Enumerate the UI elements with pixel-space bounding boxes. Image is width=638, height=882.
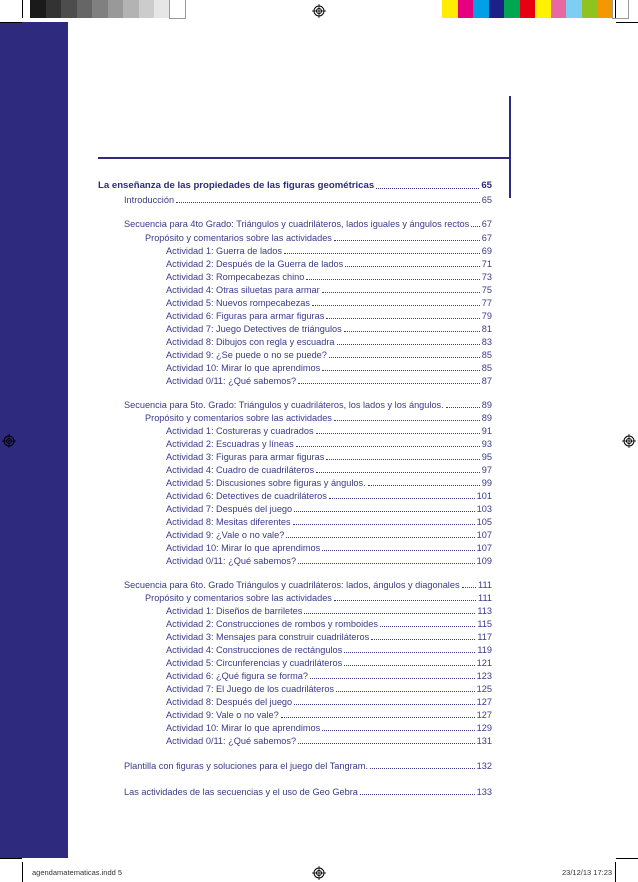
toc-entry-text: Actividad 5: Nuevos rompecabezas (166, 298, 311, 308)
toc-leader (176, 202, 480, 203)
trim-mark (22, 0, 23, 18)
toc-leader (284, 253, 480, 254)
toc-entry-page: 107 (476, 543, 492, 553)
toc-entry[interactable] (166, 375, 492, 387)
toc-entry-text: Actividad 5: Circunferencias y cuadriláteros (166, 658, 343, 668)
toc-entry-text: Actividad 0/11: ¿Qué sabemos? (166, 556, 297, 566)
toc-entry-page: 105 (476, 517, 492, 527)
toc-entry[interactable] (166, 631, 492, 643)
toc-entry-page: 111 (478, 593, 492, 603)
toc-entry[interactable] (166, 438, 492, 450)
toc-entry[interactable] (166, 516, 492, 528)
toc-leader (334, 420, 480, 421)
toc-entry-page: 97 (481, 465, 492, 475)
toc-entry[interactable] (124, 786, 492, 798)
toc-leader (334, 240, 480, 241)
toc-entry[interactable] (166, 644, 492, 656)
toc-entry-page: 93 (481, 439, 492, 449)
toc-leader (380, 626, 475, 627)
toc-entry-text: Actividad 10: Mirar lo que aprendimos (166, 543, 321, 553)
gray-swatch (30, 0, 46, 18)
toc-entry[interactable] (166, 722, 492, 734)
toc-entry-page: 111 (478, 580, 492, 590)
toc-leader (371, 639, 475, 640)
toc-leader (316, 433, 480, 434)
toc-entry-page: 89 (481, 400, 492, 410)
toc-leader (368, 485, 480, 486)
toc-leader (304, 613, 475, 614)
toc-leader (462, 587, 476, 588)
toc-entry-page: 119 (477, 645, 492, 655)
toc-entry[interactable] (166, 297, 492, 309)
toc-entry[interactable] (166, 258, 492, 270)
toc-leader (281, 717, 475, 718)
toc-entry[interactable] (166, 670, 492, 682)
toc-leader (306, 279, 479, 280)
color-swatch (582, 0, 598, 18)
toc-leader (322, 292, 480, 293)
toc-entry-text: Actividad 6: Detectives de cuadriláteros (166, 491, 327, 501)
toc-leader (344, 665, 474, 666)
toc-leader (344, 331, 480, 332)
toc-entry-text: Actividad 2: Construcciones de rombos y romboides (166, 619, 378, 629)
toc-entry-text: Actividad 4: Construcciones de rectángulos (166, 645, 343, 655)
gray-swatch (123, 0, 139, 18)
toc-entry[interactable] (166, 271, 492, 283)
toc-entry-text: Actividad 7: Juego Detectives de triángulos (166, 324, 342, 334)
toc-entry-page: 71 (481, 259, 492, 269)
toc-entry[interactable] (166, 709, 492, 721)
toc-entry[interactable] (166, 451, 492, 463)
toc-leader (322, 370, 480, 371)
toc-entry[interactable] (166, 555, 492, 567)
toc-entry-text: Actividad 1: Diseños de barriletes (166, 606, 303, 616)
color-swatch (520, 0, 536, 18)
toc-leader (310, 678, 475, 679)
trim-mark (615, 0, 616, 18)
toc-entry-text: Actividad 4: Cuadro de cuadriláteros (166, 465, 315, 475)
toc-entry-page: 87 (481, 376, 492, 386)
toc-entry-text: Las actividades de las secuencias y el uso de Geo Gebra (124, 787, 358, 797)
footer-datetime: 23/12/13 17:23 (562, 868, 613, 877)
trim-mark (615, 862, 616, 882)
toc-entry-text: Actividad 0/11: ¿Qué sabemos? (166, 736, 297, 746)
toc-entry-text: Actividad 9: Vale o no vale? (166, 710, 279, 720)
toc-entry-page: 127 (476, 710, 492, 720)
toc-entry-text: Plantilla con figuras y soluciones para el juego del Tangram. (124, 761, 368, 771)
toc-entry[interactable] (166, 323, 492, 335)
toc-entry-page: 129 (476, 723, 492, 733)
toc-entry-page: 125 (476, 684, 492, 694)
toc-entry-page: 75 (481, 285, 492, 295)
toc-entry-page: 107 (476, 530, 492, 540)
vertical-rule (509, 96, 511, 198)
toc-entry-text: Actividad 0/11: ¿Qué sabemos? (166, 376, 297, 386)
gray-swatch (139, 0, 155, 18)
toc-leader (286, 537, 474, 538)
toc-entry[interactable] (124, 760, 492, 772)
gray-swatch (92, 0, 108, 18)
toc-title-text: La enseñanza de las propiedades de las figuras geométricas (98, 180, 375, 191)
toc-entry-text: Propósito y comentarios sobre las actividades (145, 413, 332, 423)
gray-swatch (108, 0, 124, 18)
toc-entry[interactable] (124, 194, 492, 206)
registration-mark-icon (312, 866, 326, 880)
toc-entry-text: Actividad 3: Rompecabezas chino (166, 272, 305, 282)
toc-entry-page: 67 (481, 233, 492, 243)
toc-entry[interactable] (166, 529, 492, 541)
toc-entry-page: 91 (481, 426, 492, 436)
gray-swatch (170, 0, 186, 18)
toc-entry[interactable] (124, 399, 492, 411)
toc-entry[interactable] (166, 362, 492, 374)
toc-entry-page: 132 (476, 761, 492, 771)
toc-leader (337, 344, 480, 345)
gray-swatch (154, 0, 170, 18)
toc-entry-page: 73 (481, 272, 492, 282)
toc-leader (298, 563, 475, 564)
registration-mark-icon (622, 434, 636, 448)
toc-entry-text: Actividad 10: Mirar lo que aprendimos (166, 363, 321, 373)
toc-leader (336, 691, 475, 692)
toc-entry[interactable] (166, 503, 492, 515)
toc-leader (376, 188, 479, 189)
toc-entry-page: 77 (481, 298, 492, 308)
toc-entry[interactable] (166, 245, 492, 257)
toc-entry-text: Actividad 7: El Juego de los cuadriláteros (166, 684, 335, 694)
gray-swatch (77, 0, 93, 18)
toc-entry-page: 79 (481, 311, 492, 321)
toc-entry[interactable] (166, 349, 492, 361)
toc-entry-page: 85 (481, 363, 492, 373)
registration-mark-icon (312, 4, 326, 18)
toc-leader (334, 600, 476, 601)
color-swatch (458, 0, 474, 18)
toc-title (98, 180, 492, 192)
horizontal-rule (98, 157, 509, 159)
toc-leader (296, 446, 480, 447)
toc-entry[interactable] (145, 592, 492, 604)
trim-mark (0, 858, 22, 859)
toc-entry-page: 127 (476, 697, 492, 707)
toc-entry[interactable] (166, 284, 492, 296)
toc-entry-text: Actividad 9: ¿Vale o no vale? (166, 530, 285, 540)
toc-entry-page: 121 (476, 658, 492, 668)
toc-entry-page: 133 (476, 787, 492, 797)
color-swatch (489, 0, 505, 18)
toc-entry-text: Secuencia para 6to. Grado Triángulos y cuadriláteros: lados, ángulos y diagonales (124, 580, 460, 590)
toc-entry-text: Secuencia para 4to Grado: Triángulos y cuadriláteros, lados iguales y ángulos rectos (124, 219, 470, 229)
toc-leader (312, 305, 480, 306)
trim-mark (0, 22, 22, 23)
toc-entry-page: 123 (476, 671, 492, 681)
toc-leader (326, 318, 479, 319)
toc-entry-page: 85 (481, 350, 492, 360)
toc-entry-text: Actividad 3: Mensajes para construir cuadriláteros (166, 632, 370, 642)
toc-entry-text: Actividad 8: Dibujos con regla y escuadra (166, 337, 335, 347)
toc-entry-page: 117 (477, 632, 492, 642)
toc-entry-text: Propósito y comentarios sobre las actividades (145, 593, 332, 603)
toc-entry-text: Actividad 8: Mesitas diferentes (166, 517, 291, 527)
toc-entry-page: 101 (476, 491, 492, 501)
toc-entry-text: Propósito y comentarios sobre las actividades (145, 233, 332, 243)
toc-entry[interactable] (166, 490, 492, 502)
toc-leader (293, 524, 475, 525)
toc-entry-page: 69 (481, 246, 492, 256)
toc-leader (345, 266, 480, 267)
toc-leader (326, 459, 479, 460)
color-swatch (566, 0, 582, 18)
toc-entry[interactable] (145, 412, 492, 424)
trim-mark (616, 858, 638, 859)
toc-entry-text: Actividad 2: Después de la Guerra de lados (166, 259, 344, 269)
toc-entry[interactable] (166, 477, 492, 489)
color-swatch (442, 0, 458, 18)
trim-mark (616, 22, 638, 23)
color-swatch (551, 0, 567, 18)
toc-entry[interactable] (166, 618, 492, 630)
toc-entry-page: 113 (477, 606, 492, 616)
registration-mark-icon (2, 434, 16, 448)
toc-leader (322, 730, 474, 731)
footer-filename: agendamatematicas.indd 5 (32, 868, 123, 877)
toc-entry-page: 99 (481, 478, 492, 488)
toc-entry-text: Introducción (124, 195, 175, 205)
toc-entry-page: 89 (481, 413, 492, 423)
toc-entry-text: Actividad 6: Figuras para armar figuras (166, 311, 325, 321)
toc-entry[interactable] (166, 310, 492, 322)
toc-entry[interactable] (166, 683, 492, 695)
toc-entry[interactable] (166, 605, 492, 617)
toc-entry[interactable] (124, 218, 492, 230)
toc-leader (329, 357, 480, 358)
toc-entry[interactable] (166, 696, 492, 708)
toc-entry[interactable] (124, 579, 492, 591)
toc-leader (322, 550, 474, 551)
gray-swatch (61, 0, 77, 18)
toc-entry-text: Actividad 7: Después del juego (166, 504, 293, 514)
color-swatch (535, 0, 551, 18)
toc-entry[interactable] (166, 464, 492, 476)
toc-entry-text: Actividad 6: ¿Qué figura se forma? (166, 671, 308, 681)
toc-leader (344, 652, 475, 653)
toc-entry[interactable] (166, 735, 492, 747)
toc-entry-page: 131 (476, 736, 492, 746)
toc-entry-text: Actividad 5: Discusiones sobre figuras y ángulos. (166, 478, 366, 488)
toc-leader (446, 407, 480, 408)
toc-entry-text: Actividad 1: Guerra de lados (166, 246, 282, 256)
toc-entry-page: 83 (481, 337, 492, 347)
toc-entry-page: 115 (477, 619, 492, 629)
toc-leader (471, 226, 480, 227)
toc-entry[interactable] (166, 336, 492, 348)
toc-leader (298, 743, 475, 744)
toc-leader (316, 472, 480, 473)
toc-entry-text: Secuencia para 5to. Grado: Triángulos y cuadriláteros, los lados y los ángulos. (124, 400, 444, 410)
toc-leader (360, 794, 475, 795)
toc-entry-page: 95 (481, 452, 492, 462)
toc-entry[interactable] (166, 425, 492, 437)
toc-entry-page: 103 (476, 504, 492, 514)
toc-leader (294, 511, 475, 512)
toc-entry[interactable] (166, 657, 492, 669)
toc-entry-text: Actividad 1: Costureras y cuadrados (166, 426, 314, 436)
toc-entry-page: 65 (481, 195, 492, 205)
toc-title-page: 65 (481, 180, 492, 191)
toc-leader (298, 383, 480, 384)
toc-entry-page: 109 (476, 556, 492, 566)
toc-entry-text: Actividad 4: Otras siluetas para armar (166, 285, 320, 295)
trim-mark (22, 862, 23, 882)
gray-swatch (46, 0, 62, 18)
toc-leader (294, 704, 475, 705)
toc-leader (370, 768, 475, 769)
color-swatch (504, 0, 520, 18)
toc-entry-page: 67 (481, 219, 492, 229)
toc-entry-text: Actividad 2: Escuadras y líneas (166, 439, 294, 449)
toc-entry-text: Actividad 3: Figuras para armar figuras (166, 452, 325, 462)
toc-entry-page: 81 (481, 324, 492, 334)
toc-leader (329, 498, 475, 499)
color-swatch (597, 0, 613, 18)
toc-entry-text: Actividad 10: Mirar lo que aprendimos (166, 723, 321, 733)
toc-entry[interactable] (166, 542, 492, 554)
toc-entry-text: Actividad 9: ¿Se puede o no se puede? (166, 350, 327, 360)
toc-entry-text: Actividad 8: Después del juego (166, 697, 293, 707)
color-swatch (473, 0, 489, 18)
toc-entry[interactable] (145, 232, 492, 244)
